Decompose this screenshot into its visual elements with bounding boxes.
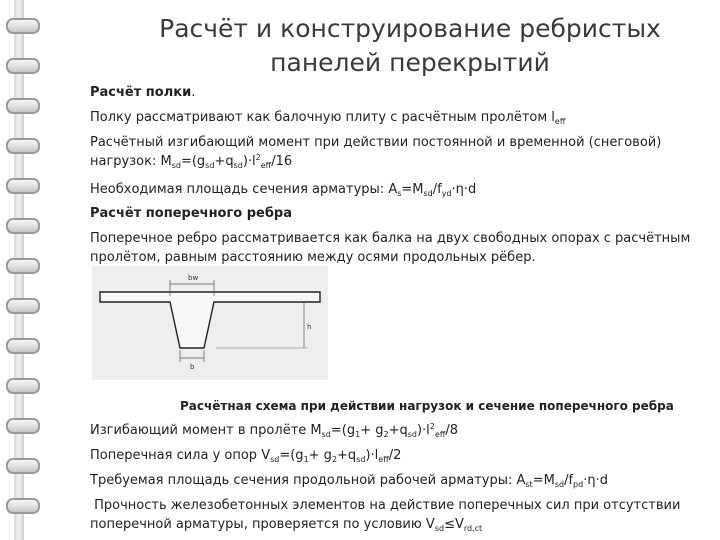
required-area-div: /f [564, 473, 574, 488]
required-area-end: ·η·d [583, 473, 608, 488]
dim-label-bw: bw [188, 274, 199, 282]
rib-description [90, 229, 710, 267]
required-area-eq: =M [532, 473, 555, 488]
moment-formula [90, 152, 710, 171]
shear-force-eq: =(g [279, 448, 304, 463]
required-area-sub1: st [525, 480, 533, 489]
moment-paragraph-line1: Расчётный изгибающий момент при действии постоянной и временной (снеговой) [90, 135, 662, 150]
bending-moment-end: /8 [445, 423, 458, 438]
moment-formula-prefix: нагрузок: M [90, 154, 172, 169]
bending-moment-close: )·l [416, 423, 430, 438]
binder-ring [6, 178, 40, 194]
binder-ring [6, 98, 40, 114]
rebar-area-sub1: s [397, 189, 402, 198]
flange-span-text [90, 108, 710, 127]
required-area-formula [90, 471, 710, 490]
flange-span-main: Полку рассматривают как балочную плиту с расчётным пролётом l [90, 110, 555, 125]
binder-ring [6, 418, 40, 434]
rib-section-outline [100, 292, 320, 348]
strength-le: ≤V [444, 517, 464, 532]
required-area-sub2: sd [554, 480, 565, 489]
shear-force-sub2: 1 [303, 455, 309, 464]
shear-force-sub1: sd [270, 455, 280, 464]
rebar-area-prefix: Необходимая площадь сечения арматуры: A [90, 182, 398, 197]
rib-section-drawing [92, 266, 328, 380]
rebar-area-sub3: yd [441, 189, 452, 198]
required-area-sub3: pd [573, 480, 584, 489]
strength-line1: Прочность железобетонных элементов на действие поперечных сил при отсутствии [90, 498, 681, 513]
bending-moment-prefix: Изгибающий момент в пролёте M [90, 423, 322, 438]
binder-ring [6, 18, 40, 34]
rib-section-figure [92, 266, 328, 380]
bending-moment-formula [90, 421, 710, 440]
binder-ring [6, 218, 40, 234]
shear-force-formula [90, 446, 710, 465]
shear-force-plus2: +q [337, 448, 357, 463]
shear-force-sub4: sd [356, 455, 366, 464]
binder-ring [6, 58, 40, 74]
heading-dot: . [191, 85, 196, 100]
strength-prefix: поперечной арматуры, проверяется по условию V [90, 517, 435, 532]
rebar-area-end: ·η·d [451, 182, 477, 197]
strength-formula [90, 515, 710, 534]
binder-rings [0, 0, 64, 540]
moment-formula-sup: 2 [255, 153, 261, 162]
bending-moment-sub4: sd [407, 430, 417, 439]
required-area-prefix: Требуемая площадь сечения продольной рабочей арматуры: A [90, 473, 526, 488]
shear-force-end: /2 [388, 448, 402, 463]
section-heading-flange-text: Расчёт полки [90, 85, 192, 100]
rebar-area-formula [90, 180, 710, 199]
section-heading-flange [90, 83, 710, 102]
page-title: Расчёт и конструирование ребристых панелей перекрытий [159, 14, 661, 77]
shear-force-sub5: eff [378, 455, 389, 464]
shear-force-prefix: Поперечная сила у опор V [90, 448, 271, 463]
strength-sub1: sd [434, 524, 445, 533]
bending-moment-sub5: eff [434, 430, 446, 439]
moment-paragraph [90, 133, 710, 171]
bending-moment-sub3: 2 [383, 430, 389, 439]
bending-moment-plus2: +q [388, 423, 408, 438]
section-heading-rib: Расчёт поперечного ребра [90, 206, 293, 221]
shear-force-plus: + g [308, 448, 332, 463]
rebar-area-div: /f [432, 182, 442, 197]
bending-moment-sup: 2 [429, 422, 435, 431]
shear-force-sub3: 2 [331, 455, 338, 464]
moment-formula-plus: +q [214, 154, 234, 169]
dim-label-b: b [190, 363, 195, 371]
bending-moment-plus: + g [360, 423, 384, 438]
moment-formula-eq: =(g [180, 154, 206, 169]
moment-formula-sub1: sd [171, 161, 181, 170]
dim-label-h: h [307, 323, 312, 331]
rebar-area-sub2: sd [423, 189, 433, 198]
shear-force-close: )·l [365, 448, 379, 463]
binder-ring [6, 338, 40, 354]
binder-ring [6, 498, 40, 514]
moment-formula-end: /16 [271, 154, 293, 169]
binder-ring [6, 378, 40, 394]
binder-ring [6, 258, 40, 274]
moment-formula-close: )·l [242, 154, 256, 169]
rib-description-line2: пролётом, равным расстоянию между осями продольных рёбер. [90, 250, 536, 265]
flange-span-sub: eff [554, 117, 566, 126]
strength-paragraph [90, 496, 710, 534]
rebar-area-eq: =M [401, 182, 424, 197]
bending-moment-sub2: 1 [355, 430, 361, 439]
binder-ring [6, 138, 40, 154]
strength-sub2: rd,ct [463, 524, 483, 533]
figure-caption: Расчётная схема при действии нагрузок и сечение поперечного ребра [180, 399, 674, 413]
bending-moment-sub1: sd [321, 430, 331, 439]
moment-formula-sub3: sd [233, 161, 243, 170]
rib-description-line1: Поперечное ребро рассматривается как балка на двух свободных опорах с расчётным [90, 231, 691, 246]
binder-ring [6, 458, 40, 474]
bending-moment-eq: =(g [330, 423, 356, 438]
moment-formula-sub2: sd [205, 161, 215, 170]
binder-ring [6, 298, 40, 314]
moment-formula-sub4: eff [260, 161, 272, 170]
